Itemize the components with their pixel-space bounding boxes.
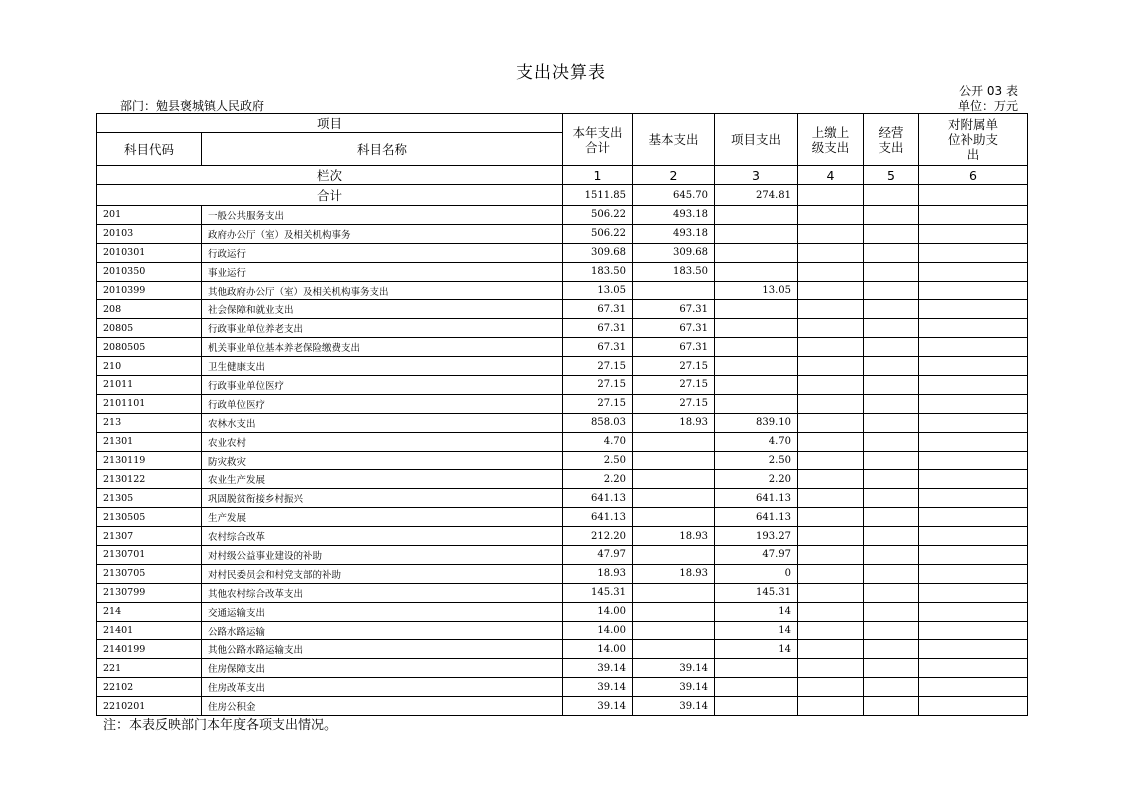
amount-cell: 67.31 xyxy=(563,300,633,319)
subject-code: 208 xyxy=(97,300,202,319)
amount-cell xyxy=(919,583,1028,602)
header-col-upper: 上缴上级支出 xyxy=(798,114,864,166)
amount-cell xyxy=(798,338,864,357)
header-col-business: 经营支出 xyxy=(864,114,919,166)
amount-cell xyxy=(798,357,864,376)
table-row xyxy=(97,470,1028,489)
amount-cell xyxy=(919,281,1028,300)
amount-cell xyxy=(864,413,919,432)
amount-cell xyxy=(715,376,798,395)
subject-name: 防灾救灾 xyxy=(202,451,563,470)
subject-code: 21401 xyxy=(97,621,202,640)
amount-cell: 14 xyxy=(715,640,798,659)
amount-cell: 39.14 xyxy=(633,659,715,678)
amount-cell: 309.68 xyxy=(633,243,715,262)
amount-cell xyxy=(798,394,864,413)
amount-cell: 506.22 xyxy=(563,206,633,225)
amount-cell: 493.18 xyxy=(633,206,715,225)
table-row xyxy=(97,206,1028,225)
amount-cell: 506.22 xyxy=(563,224,633,243)
amount-cell: 839.10 xyxy=(715,413,798,432)
subject-code: 20805 xyxy=(97,319,202,338)
amount-cell xyxy=(864,281,919,300)
subject-code: 2130119 xyxy=(97,451,202,470)
table-row xyxy=(97,319,1028,338)
amount-cell: 641.13 xyxy=(715,489,798,508)
amount-cell: 183.50 xyxy=(563,262,633,281)
amount-cell: 212.20 xyxy=(563,527,633,546)
table-row xyxy=(97,243,1028,262)
amount-cell xyxy=(919,640,1028,659)
amount-cell xyxy=(633,281,715,300)
amount-cell xyxy=(919,224,1028,243)
amount-cell xyxy=(919,546,1028,565)
table-row xyxy=(97,394,1028,413)
amount-cell xyxy=(919,262,1028,281)
subject-name: 社会保障和就业支出 xyxy=(202,300,563,319)
subject-code: 2130122 xyxy=(97,470,202,489)
subject-code: 213 xyxy=(97,413,202,432)
amount-cell xyxy=(864,206,919,225)
amount-cell: 309.68 xyxy=(563,243,633,262)
amount-cell: 2.50 xyxy=(563,451,633,470)
amount-cell xyxy=(633,489,715,508)
subject-name: 其他政府办公厅（室）及相关机构事务支出 xyxy=(202,281,563,300)
amount-cell xyxy=(715,678,798,697)
table-row xyxy=(97,357,1028,376)
amount-cell xyxy=(715,338,798,357)
table-row xyxy=(97,621,1028,640)
subject-code: 2130705 xyxy=(97,564,202,583)
form-number: 公开 03 表 xyxy=(959,84,1018,98)
amount-cell xyxy=(633,621,715,640)
amount-cell: 14.00 xyxy=(563,621,633,640)
table-row xyxy=(97,659,1028,678)
table-row xyxy=(97,432,1028,451)
amount-cell: 145.31 xyxy=(715,583,798,602)
amount-cell xyxy=(633,546,715,565)
header-name: 科目名称 xyxy=(202,133,563,166)
amount-cell xyxy=(864,432,919,451)
amount-cell xyxy=(798,206,864,225)
amount-cell xyxy=(919,659,1028,678)
subject-code: 214 xyxy=(97,602,202,621)
amount-cell xyxy=(633,508,715,527)
amount-cell: 47.97 xyxy=(563,546,633,565)
amount-cell xyxy=(919,564,1028,583)
amount-cell xyxy=(864,697,919,716)
amount-cell: 858.03 xyxy=(563,413,633,432)
amount-cell xyxy=(633,602,715,621)
amount-cell xyxy=(715,659,798,678)
subject-name: 对村民委员会和村党支部的补助 xyxy=(202,564,563,583)
amount-cell xyxy=(798,583,864,602)
amount-cell xyxy=(864,357,919,376)
amount-cell xyxy=(798,546,864,565)
subject-code: 2210201 xyxy=(97,697,202,716)
subject-name: 事业运行 xyxy=(202,262,563,281)
amount-cell: 14 xyxy=(715,602,798,621)
amount-cell xyxy=(919,432,1028,451)
amount-cell: 27.15 xyxy=(563,357,633,376)
amount-cell: 47.97 xyxy=(715,546,798,565)
amount-cell xyxy=(864,470,919,489)
amount-cell xyxy=(715,243,798,262)
subject-name: 交通运输支出 xyxy=(202,602,563,621)
subject-name: 政府办公厅（室）及相关机构事务 xyxy=(202,224,563,243)
total-row xyxy=(97,185,1028,206)
subject-code: 2130505 xyxy=(97,508,202,527)
col-num-1: 1 xyxy=(563,166,633,185)
table-row xyxy=(97,376,1028,395)
total-value xyxy=(798,185,864,206)
amount-cell: 13.05 xyxy=(563,281,633,300)
amount-cell xyxy=(919,319,1028,338)
amount-cell xyxy=(864,338,919,357)
amount-cell xyxy=(633,470,715,489)
amount-cell: 39.14 xyxy=(633,678,715,697)
amount-cell xyxy=(919,376,1028,395)
amount-cell: 67.31 xyxy=(633,338,715,357)
amount-cell xyxy=(919,621,1028,640)
subject-code: 21011 xyxy=(97,376,202,395)
header-col-basic: 基本支出 xyxy=(633,114,715,166)
table-row xyxy=(97,527,1028,546)
amount-cell: 39.14 xyxy=(633,697,715,716)
amount-cell xyxy=(798,262,864,281)
amount-cell: 4.70 xyxy=(715,432,798,451)
subject-name: 其他农村综合改革支出 xyxy=(202,583,563,602)
amount-cell: 27.15 xyxy=(633,376,715,395)
amount-cell xyxy=(864,262,919,281)
subject-code: 2130701 xyxy=(97,546,202,565)
amount-cell: 18.93 xyxy=(633,413,715,432)
subject-name: 行政事业单位医疗 xyxy=(202,376,563,395)
amount-cell xyxy=(633,432,715,451)
subject-name: 住房保障支出 xyxy=(202,659,563,678)
expenditure-table xyxy=(96,113,1028,716)
amount-cell: 18.93 xyxy=(633,527,715,546)
header-col-total: 本年支出合计 xyxy=(563,114,633,166)
table-row xyxy=(97,640,1028,659)
amount-cell xyxy=(919,394,1028,413)
subject-name: 农村综合改革 xyxy=(202,527,563,546)
amount-cell xyxy=(798,621,864,640)
amount-cell xyxy=(798,602,864,621)
subject-code: 210 xyxy=(97,357,202,376)
amount-cell xyxy=(864,394,919,413)
table-row xyxy=(97,508,1028,527)
amount-cell xyxy=(798,508,864,527)
amount-cell xyxy=(919,602,1028,621)
amount-cell xyxy=(864,489,919,508)
amount-cell: 2.20 xyxy=(563,470,633,489)
total-value: 1511.85 xyxy=(563,185,633,206)
amount-cell xyxy=(715,697,798,716)
amount-cell xyxy=(864,621,919,640)
header-item: 项目 xyxy=(97,114,563,133)
amount-cell: 27.15 xyxy=(633,394,715,413)
subject-name: 机关事业单位基本养老保险缴费支出 xyxy=(202,338,563,357)
amount-cell xyxy=(864,602,919,621)
table-row xyxy=(97,564,1028,583)
amount-cell xyxy=(798,659,864,678)
amount-cell xyxy=(919,413,1028,432)
amount-cell: 641.13 xyxy=(715,508,798,527)
table-row xyxy=(97,602,1028,621)
subject-name: 公路水路运输 xyxy=(202,621,563,640)
amount-cell xyxy=(715,300,798,319)
subject-name: 生产发展 xyxy=(202,508,563,527)
amount-cell xyxy=(715,262,798,281)
subject-name: 行政事业单位养老支出 xyxy=(202,319,563,338)
amount-cell xyxy=(919,338,1028,357)
subject-name: 卫生健康支出 xyxy=(202,357,563,376)
amount-cell: 67.31 xyxy=(633,319,715,338)
amount-cell xyxy=(919,508,1028,527)
subject-code: 21307 xyxy=(97,527,202,546)
table-row xyxy=(97,281,1028,300)
amount-cell xyxy=(919,451,1028,470)
table-row xyxy=(97,583,1028,602)
amount-cell: 2.20 xyxy=(715,470,798,489)
amount-cell: 27.15 xyxy=(563,394,633,413)
total-value xyxy=(919,185,1028,206)
amount-cell xyxy=(864,640,919,659)
subject-code: 2010301 xyxy=(97,243,202,262)
amount-cell: 14.00 xyxy=(563,602,633,621)
subject-name: 农业农村 xyxy=(202,432,563,451)
amount-cell xyxy=(919,678,1028,697)
department-label: 部门：勉县褒城镇人民政府 xyxy=(120,99,265,113)
amount-cell xyxy=(864,508,919,527)
amount-cell xyxy=(798,432,864,451)
col-num-3: 3 xyxy=(715,166,798,185)
amount-cell xyxy=(798,564,864,583)
amount-cell xyxy=(715,224,798,243)
table-row xyxy=(97,300,1028,319)
amount-cell xyxy=(864,376,919,395)
amount-cell: 4.70 xyxy=(563,432,633,451)
amount-cell: 67.31 xyxy=(633,300,715,319)
amount-cell xyxy=(798,489,864,508)
subject-code: 2080505 xyxy=(97,338,202,357)
amount-cell xyxy=(633,451,715,470)
amount-cell: 14.00 xyxy=(563,640,633,659)
col-num-6: 6 xyxy=(919,166,1028,185)
amount-cell: 39.14 xyxy=(563,678,633,697)
amount-cell: 39.14 xyxy=(563,697,633,716)
header-code: 科目代码 xyxy=(97,133,202,166)
subject-code: 22102 xyxy=(97,678,202,697)
amount-cell: 145.31 xyxy=(563,583,633,602)
amount-cell xyxy=(715,394,798,413)
subject-code: 221 xyxy=(97,659,202,678)
header-lanci: 栏次 xyxy=(97,166,563,185)
subject-code: 201 xyxy=(97,206,202,225)
subject-name: 住房改革支出 xyxy=(202,678,563,697)
amount-cell: 13.05 xyxy=(715,281,798,300)
amount-cell: 14 xyxy=(715,621,798,640)
amount-cell: 2.50 xyxy=(715,451,798,470)
amount-cell xyxy=(798,451,864,470)
amount-cell xyxy=(798,470,864,489)
amount-cell: 493.18 xyxy=(633,224,715,243)
table-row xyxy=(97,678,1028,697)
subject-code: 21305 xyxy=(97,489,202,508)
unit-label: 单位：万元 xyxy=(957,99,1018,113)
amount-cell xyxy=(798,376,864,395)
amount-cell xyxy=(864,564,919,583)
col-num-5: 5 xyxy=(864,166,919,185)
amount-cell xyxy=(633,640,715,659)
amount-cell: 27.15 xyxy=(633,357,715,376)
amount-cell xyxy=(798,640,864,659)
amount-cell xyxy=(864,678,919,697)
subject-name: 一般公共服务支出 xyxy=(202,206,563,225)
amount-cell xyxy=(864,451,919,470)
amount-cell: 0 xyxy=(715,564,798,583)
page-title: 支出决算表 xyxy=(516,63,606,83)
col-num-2: 2 xyxy=(633,166,715,185)
amount-cell: 39.14 xyxy=(563,659,633,678)
amount-cell xyxy=(864,583,919,602)
amount-cell xyxy=(919,243,1028,262)
amount-cell: 193.27 xyxy=(715,527,798,546)
amount-cell xyxy=(864,300,919,319)
amount-cell: 18.93 xyxy=(633,564,715,583)
amount-cell xyxy=(919,357,1028,376)
amount-cell xyxy=(919,470,1028,489)
amount-cell xyxy=(864,659,919,678)
amount-cell xyxy=(798,281,864,300)
header-col-subsidy: 对附属单位补助支出 xyxy=(919,114,1028,166)
table-row xyxy=(97,413,1028,432)
amount-cell xyxy=(919,489,1028,508)
amount-cell xyxy=(633,583,715,602)
amount-cell xyxy=(715,319,798,338)
subject-name: 巩固脱贫衔接乡村振兴 xyxy=(202,489,563,508)
amount-cell xyxy=(715,357,798,376)
amount-cell xyxy=(864,243,919,262)
amount-cell xyxy=(798,413,864,432)
col-num-4: 4 xyxy=(798,166,864,185)
subject-code: 2010399 xyxy=(97,281,202,300)
footnote: 注：本表反映部门本年度各项支出情况。 xyxy=(103,718,338,733)
subject-code: 21301 xyxy=(97,432,202,451)
subject-code: 2130799 xyxy=(97,583,202,602)
subject-code: 2010350 xyxy=(97,262,202,281)
subject-name: 对村级公益事业建设的补助 xyxy=(202,546,563,565)
total-label: 合计 xyxy=(97,185,563,206)
amount-cell xyxy=(919,300,1028,319)
table-row xyxy=(97,451,1028,470)
amount-cell xyxy=(919,697,1028,716)
amount-cell: 27.15 xyxy=(563,376,633,395)
amount-cell xyxy=(919,206,1028,225)
amount-cell xyxy=(798,300,864,319)
amount-cell: 67.31 xyxy=(563,319,633,338)
amount-cell: 641.13 xyxy=(563,489,633,508)
amount-cell xyxy=(798,224,864,243)
total-value: 274.81 xyxy=(715,185,798,206)
amount-cell xyxy=(798,697,864,716)
amount-cell xyxy=(919,527,1028,546)
subject-name: 行政运行 xyxy=(202,243,563,262)
table-row xyxy=(97,338,1028,357)
amount-cell xyxy=(798,243,864,262)
amount-cell xyxy=(864,319,919,338)
subject-name: 农业生产发展 xyxy=(202,470,563,489)
amount-cell xyxy=(798,678,864,697)
table-row xyxy=(97,697,1028,716)
amount-cell xyxy=(798,319,864,338)
subject-code: 2101101 xyxy=(97,394,202,413)
amount-cell: 18.93 xyxy=(563,564,633,583)
amount-cell xyxy=(864,527,919,546)
subject-code: 2140199 xyxy=(97,640,202,659)
amount-cell xyxy=(798,527,864,546)
subject-code: 20103 xyxy=(97,224,202,243)
amount-cell xyxy=(864,224,919,243)
table-row xyxy=(97,262,1028,281)
total-value: 645.70 xyxy=(633,185,715,206)
header-col-project: 项目支出 xyxy=(715,114,798,166)
subject-name: 农林水支出 xyxy=(202,413,563,432)
table-row xyxy=(97,224,1028,243)
subject-name: 住房公积金 xyxy=(202,697,563,716)
subject-name: 其他公路水路运输支出 xyxy=(202,640,563,659)
amount-cell: 641.13 xyxy=(563,508,633,527)
subject-name: 行政单位医疗 xyxy=(202,394,563,413)
table-row xyxy=(97,489,1028,508)
total-value xyxy=(864,185,919,206)
table-row xyxy=(97,546,1028,565)
amount-cell: 183.50 xyxy=(633,262,715,281)
amount-cell xyxy=(864,546,919,565)
amount-cell xyxy=(715,206,798,225)
amount-cell: 67.31 xyxy=(563,338,633,357)
